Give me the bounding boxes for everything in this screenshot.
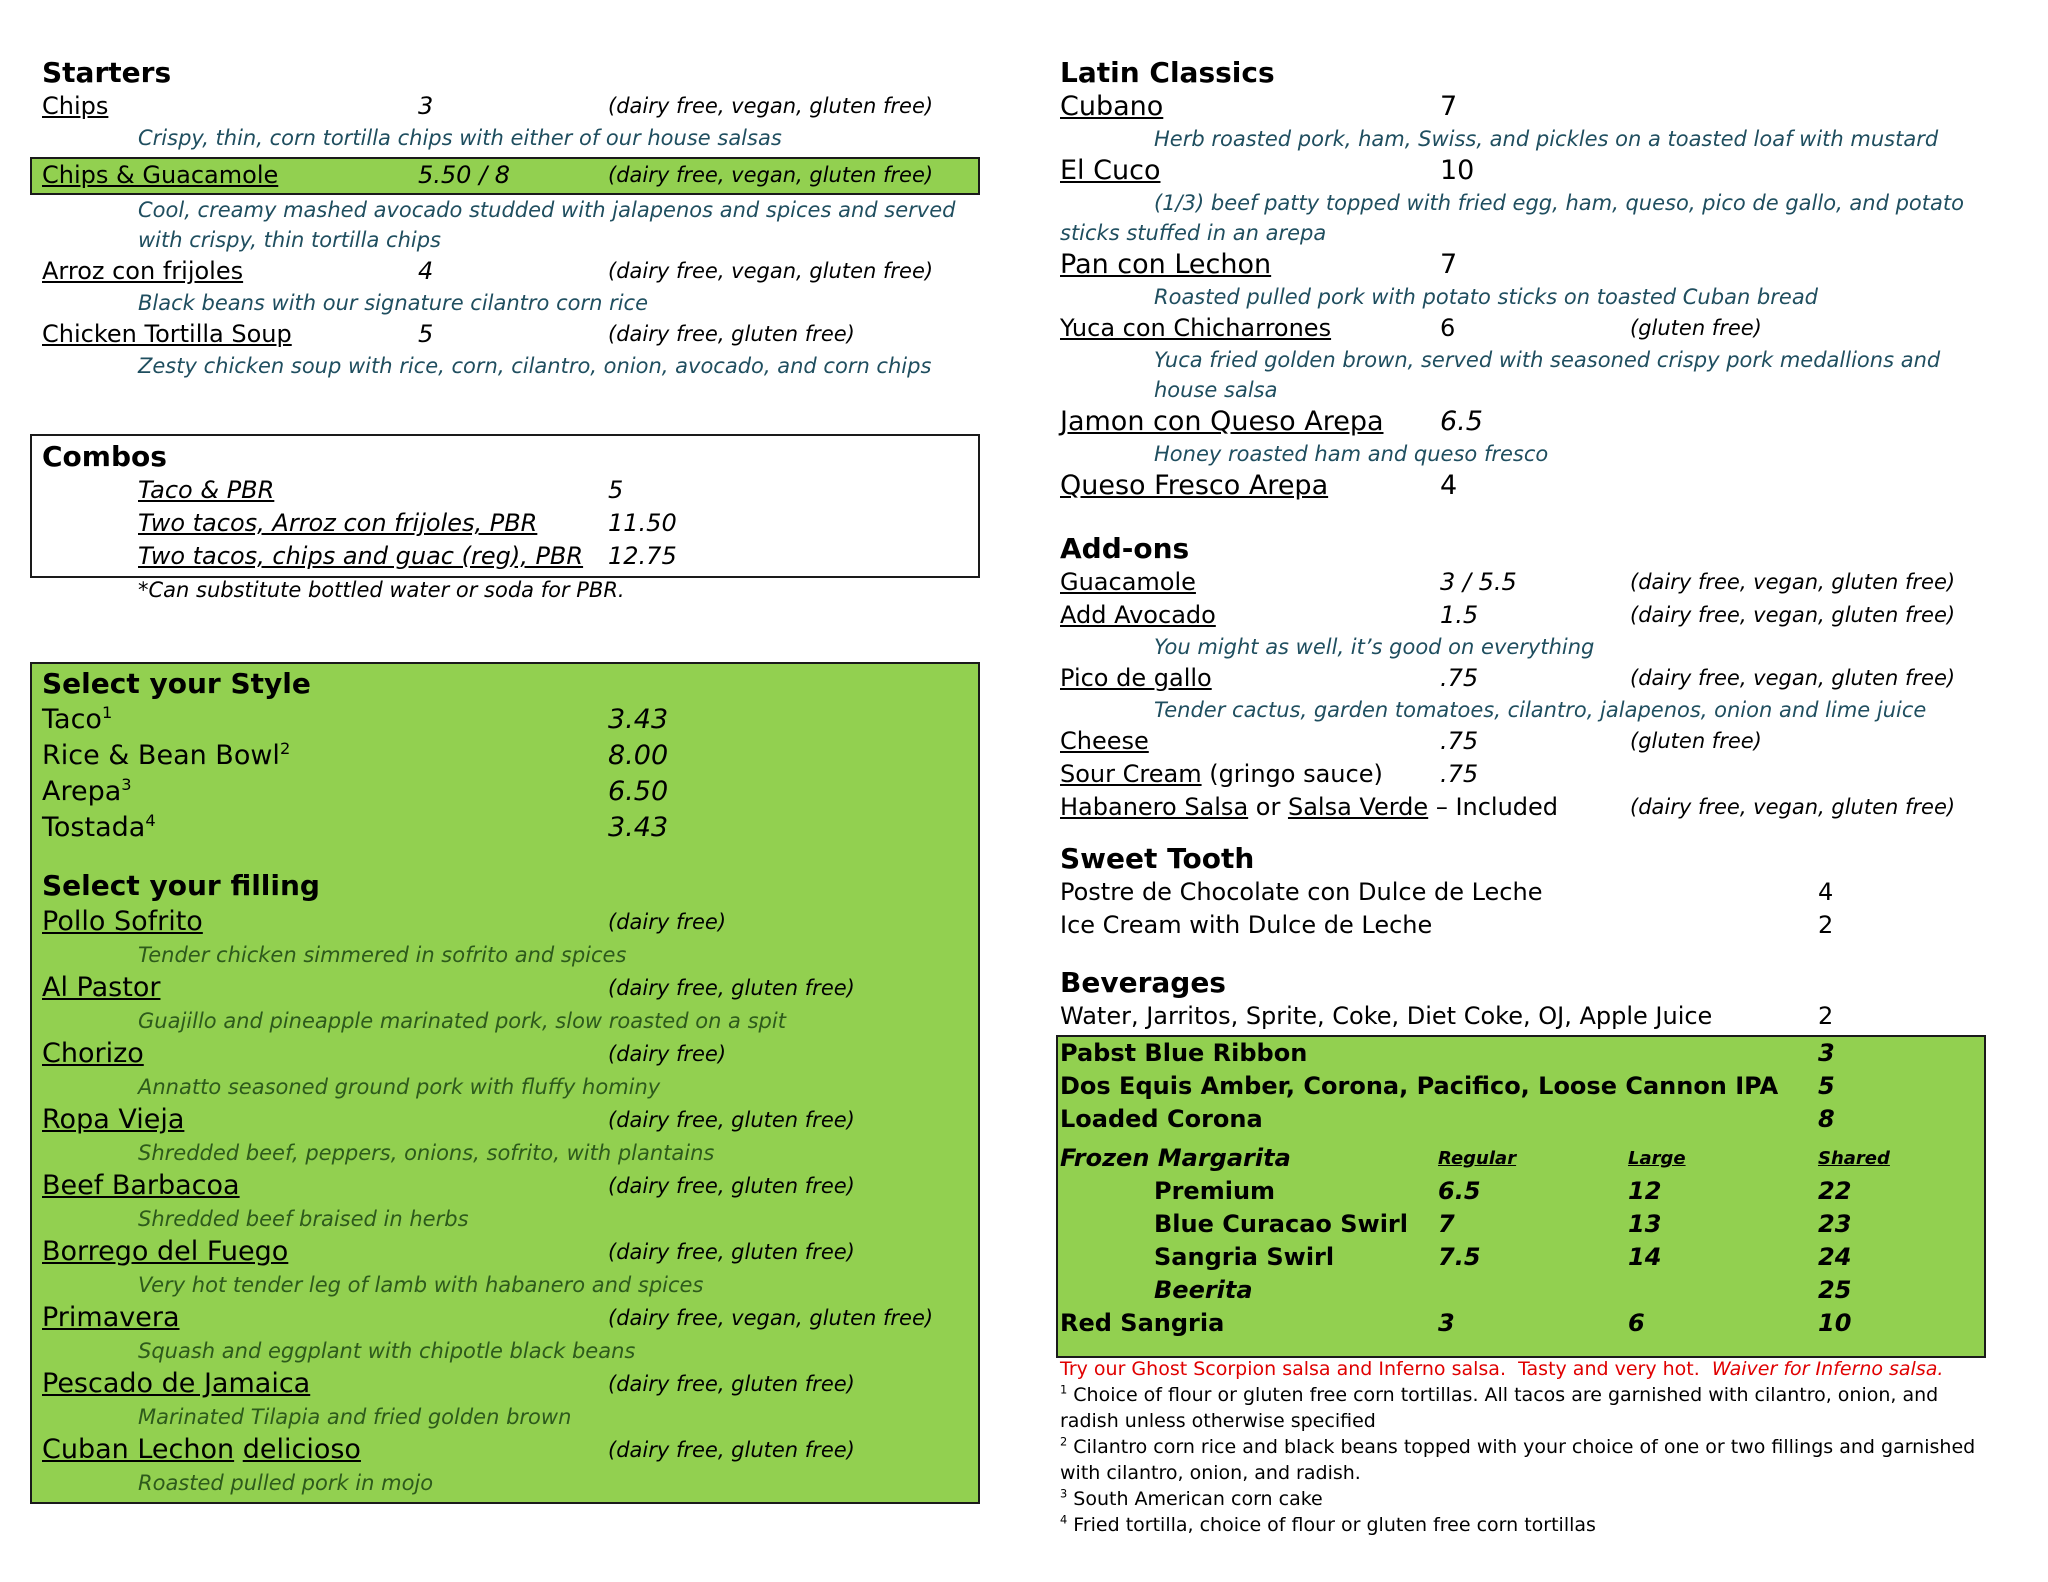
latin-item bbox=[1060, 312, 2000, 345]
margarita-row bbox=[1060, 1175, 1980, 1208]
notes-section bbox=[1060, 1356, 2000, 1538]
footnote-text: South American corn cake bbox=[1067, 1488, 1323, 1510]
filling-item bbox=[42, 1234, 972, 1270]
filling-item bbox=[42, 1102, 972, 1138]
footnote bbox=[1060, 1512, 2000, 1538]
addon-price: .75 bbox=[1440, 727, 1479, 755]
item-tags: (gluten free) bbox=[1630, 316, 1762, 340]
combos-section bbox=[42, 440, 982, 607]
sangria-row bbox=[1060, 1307, 1980, 1340]
margarita-header bbox=[1060, 1142, 1980, 1175]
margarita-row bbox=[1060, 1241, 1980, 1274]
filling-item bbox=[42, 1366, 972, 1402]
beer-name: Pabst Blue Ribbon bbox=[1060, 1039, 1308, 1067]
addon-price: 3 / 5.5 bbox=[1440, 568, 1517, 596]
item-price: 4 bbox=[1440, 470, 1458, 501]
combos-title: Combos bbox=[42, 440, 167, 473]
filling-name: Ropa Vieja bbox=[42, 1104, 185, 1135]
sweet-title: Sweet Tooth bbox=[1060, 842, 1255, 875]
item-price: 7 bbox=[1440, 249, 1458, 280]
footnote-continuation: radish unless otherwise specified bbox=[1060, 1410, 1376, 1432]
filling-name: Cuban Lechon bbox=[42, 1434, 235, 1465]
drink-price: 2 bbox=[1818, 1002, 1834, 1030]
price-large: 13 bbox=[1628, 1210, 1662, 1238]
addon-name-alt: Salsa Verde bbox=[1287, 793, 1429, 821]
combo-item bbox=[42, 474, 982, 507]
filling-description: Marinated Tilapia and fried golden brown bbox=[138, 1405, 572, 1429]
footnote-ref: 3 bbox=[121, 775, 132, 794]
addon-price: 1.5 bbox=[1440, 601, 1479, 629]
filling-name: Primavera bbox=[42, 1302, 180, 1333]
beer-item bbox=[1060, 1103, 1980, 1136]
addon-price: .75 bbox=[1440, 664, 1479, 692]
style-price: 3.43 bbox=[608, 812, 669, 843]
addon-item bbox=[1060, 599, 2000, 632]
footnote bbox=[1060, 1382, 2000, 1408]
footnote-number: 4 bbox=[1060, 1512, 1068, 1527]
menu-item bbox=[42, 255, 998, 288]
addon-item bbox=[1060, 662, 2000, 695]
footnote bbox=[1060, 1486, 2000, 1512]
addon-extra: – Included bbox=[1428, 793, 1559, 821]
addon-connector: or bbox=[1248, 793, 1288, 821]
filling-description: Squash and eggplant with chipotle black beans bbox=[138, 1339, 636, 1363]
item-description: Honey roasted ham and queso fresco bbox=[1154, 442, 1549, 466]
addon-tags: (gluten free) bbox=[1630, 729, 1762, 753]
filling-tags: (dairy free, gluten free) bbox=[608, 1174, 855, 1198]
addon-item bbox=[1060, 725, 2000, 758]
item-price: 5 bbox=[418, 320, 434, 348]
margarita-title: Frozen Margarita bbox=[1060, 1144, 1291, 1172]
footnote-number: 3 bbox=[1060, 1486, 1068, 1501]
addons-section bbox=[1060, 532, 2000, 824]
price-regular: 7.5 bbox=[1438, 1243, 1481, 1271]
price-regular: 7 bbox=[1438, 1210, 1455, 1238]
sweet-name: Ice Cream with Dulce de Leche bbox=[1060, 911, 1433, 939]
addon-item bbox=[1060, 566, 2000, 599]
beer-item bbox=[1060, 1037, 1980, 1070]
item-name: Chicken Tortilla Soup bbox=[42, 320, 292, 348]
item-description: sticks stuffed in an arepa bbox=[1060, 221, 1327, 245]
style-price: 3.43 bbox=[608, 704, 669, 735]
filling-item bbox=[42, 904, 972, 940]
addon-description: You might as well, it’s good on everything bbox=[1154, 635, 1595, 659]
item-name: Chips & Guacamole bbox=[42, 161, 279, 189]
combo-price: 12.75 bbox=[608, 542, 677, 570]
filling-tags: (dairy free, gluten free) bbox=[608, 1240, 855, 1264]
style-name: Arepa bbox=[42, 776, 122, 807]
filling-title: Select your filling bbox=[42, 869, 320, 902]
latin-section bbox=[1060, 56, 2000, 503]
beer-name: Loaded Corona bbox=[1060, 1105, 1263, 1133]
style-item bbox=[42, 702, 972, 738]
addons-title: Add-ons bbox=[1060, 532, 1190, 565]
item-price: 6 bbox=[1440, 314, 1456, 342]
size-regular: Regular bbox=[1438, 1148, 1517, 1169]
filling-description: Shredded beef braised in herbs bbox=[138, 1207, 469, 1231]
margarita-name: Beerita bbox=[1154, 1276, 1253, 1304]
item-description: with crispy, thin tortilla chips bbox=[138, 228, 441, 252]
addon-tags: (dairy free, vegan, gluten free) bbox=[1630, 603, 1956, 627]
sweet-item bbox=[1060, 876, 2000, 909]
combo-name: Taco & PBR bbox=[138, 476, 275, 504]
latin-item bbox=[1060, 469, 2000, 503]
filling-description: Guajillo and pineapple marinated pork, slow roasted on a spit bbox=[138, 1009, 786, 1033]
filling-tags: (dairy free) bbox=[608, 1042, 727, 1066]
price-shared: 24 bbox=[1818, 1243, 1852, 1271]
item-price: 10 bbox=[1440, 155, 1475, 186]
footnote-text: Fried tortilla, choice of flour or gluten free corn tortillas bbox=[1067, 1514, 1596, 1536]
price-large: 6 bbox=[1628, 1309, 1645, 1337]
filling-description: Shredded beef, peppers, onions, sofrito, with plantains bbox=[138, 1141, 715, 1165]
filling-item bbox=[42, 1036, 972, 1072]
filling-description: Roasted pulled pork in mojo bbox=[138, 1471, 434, 1495]
price-large: 14 bbox=[1628, 1243, 1662, 1271]
addon-name: Cheese bbox=[1060, 727, 1149, 755]
filling-name: Chorizo bbox=[42, 1038, 144, 1069]
sangria-name: Red Sangria bbox=[1060, 1309, 1225, 1337]
item-price: 7 bbox=[1440, 91, 1458, 122]
filling-section bbox=[42, 868, 972, 1498]
promo-line bbox=[1060, 1356, 2000, 1382]
item-price: 6.5 bbox=[1440, 406, 1483, 437]
menu-item bbox=[42, 90, 998, 123]
sweet-price: 4 bbox=[1818, 878, 1834, 906]
item-tags: (dairy free, gluten free) bbox=[608, 322, 855, 346]
style-price: 6.50 bbox=[608, 776, 669, 807]
addon-item bbox=[1060, 758, 2000, 791]
soft-drinks bbox=[1060, 1000, 1980, 1033]
beer-price: 8 bbox=[1818, 1105, 1835, 1133]
filling-name: Al Pastor bbox=[42, 972, 161, 1003]
addon-tags: (dairy free, vegan, gluten free) bbox=[1630, 570, 1956, 594]
style-item bbox=[42, 810, 972, 846]
addon-tags: (dairy free, vegan, gluten free) bbox=[1630, 666, 1956, 690]
price-regular: 6.5 bbox=[1438, 1177, 1481, 1205]
promo-waiver: Waiver for Inferno salsa. bbox=[1711, 1358, 1944, 1380]
margarita-row bbox=[1060, 1274, 1980, 1307]
addon-price: .75 bbox=[1440, 760, 1479, 788]
latin-item bbox=[1060, 248, 2000, 282]
footnote-ref: 1 bbox=[101, 703, 113, 722]
footnote-number: 1 bbox=[1060, 1382, 1068, 1397]
filling-item bbox=[42, 1432, 972, 1468]
price-shared: 25 bbox=[1818, 1276, 1852, 1304]
footnote-ref: 2 bbox=[279, 739, 291, 758]
combo-name: Two tacos, Arroz con frijoles, PBR bbox=[138, 509, 538, 537]
beverages-title: Beverages bbox=[1060, 966, 1226, 999]
filling-tags: (dairy free) bbox=[608, 910, 727, 934]
item-description: (1/3) beef patty topped with fried egg, ham, queso, pico de gallo, and potato bbox=[1154, 191, 1964, 215]
beer-price: 3 bbox=[1818, 1039, 1835, 1067]
price-shared: 10 bbox=[1818, 1309, 1852, 1337]
filling-tags: (dairy free, gluten free) bbox=[608, 1438, 855, 1462]
size-large: Large bbox=[1628, 1148, 1686, 1169]
margarita-name: Premium bbox=[1154, 1177, 1276, 1205]
style-price: 8.00 bbox=[608, 740, 669, 771]
highlighted-item bbox=[42, 157, 998, 195]
style-item bbox=[42, 774, 972, 810]
beer-item bbox=[1060, 1070, 1980, 1103]
item-price: 3 bbox=[418, 92, 434, 120]
addon-extra: (gringo sauce) bbox=[1201, 760, 1383, 788]
menu-item bbox=[42, 159, 998, 192]
style-name: Taco bbox=[42, 704, 102, 735]
filling-name: Borrego del Fuego bbox=[42, 1236, 289, 1267]
addon-name: Habanero Salsa bbox=[1060, 793, 1249, 821]
item-tags: (dairy free, vegan, gluten free) bbox=[608, 94, 934, 118]
filling-item bbox=[42, 970, 972, 1006]
item-name: Pan con Lechon bbox=[1060, 249, 1272, 280]
latin-item bbox=[1060, 154, 2000, 188]
beer-price: 5 bbox=[1818, 1072, 1835, 1100]
footnote-number: 2 bbox=[1060, 1434, 1068, 1449]
item-description: Yuca fried golden brown, served with seasoned crispy pork medallions and bbox=[1154, 348, 1941, 372]
price-large: 12 bbox=[1628, 1177, 1662, 1205]
filling-description: Very hot tender leg of lamb with habanero and spices bbox=[138, 1273, 704, 1297]
filling-name: Pescado de Jamaica bbox=[42, 1368, 311, 1399]
combo-item bbox=[42, 507, 982, 540]
addon-tags: (dairy free, vegan, gluten free) bbox=[1630, 795, 1956, 819]
addon-name: Add Avocado bbox=[1060, 601, 1216, 629]
filling-tags: (dairy free, gluten free) bbox=[608, 1108, 855, 1132]
item-tags: (dairy free, vegan, gluten free) bbox=[608, 163, 934, 187]
item-name: Yuca con Chicharrones bbox=[1060, 314, 1332, 342]
item-name: El Cuco bbox=[1060, 155, 1161, 186]
sweet-name: Postre de Chocolate con Dulce de Leche bbox=[1060, 878, 1543, 906]
item-description: house salsa bbox=[1154, 378, 1278, 402]
combo-name: Two tacos, chips and guac (reg), PBR bbox=[138, 542, 584, 570]
price-regular: 3 bbox=[1438, 1309, 1455, 1337]
item-tags: (dairy free, vegan, gluten free) bbox=[608, 259, 934, 283]
addon-name: Pico de gallo bbox=[1060, 664, 1212, 692]
addon-name: Sour Cream bbox=[1060, 760, 1202, 788]
size-shared: Shared bbox=[1818, 1148, 1890, 1169]
filling-item bbox=[42, 1168, 972, 1204]
addon-description: Tender cactus, garden tomatoes, cilantro, jalapenos, onion and lime juice bbox=[1154, 698, 1927, 722]
style-name: Tostada bbox=[42, 812, 146, 843]
margarita-name: Blue Curacao Swirl bbox=[1154, 1210, 1408, 1238]
drink-name: Water, Jarritos, Sprite, Coke, Diet Coke, OJ, Apple Juice bbox=[1060, 1002, 1713, 1030]
item-description: Cool, creamy mashed avocado studded with jalapenos and spices and served bbox=[138, 198, 956, 222]
combo-price: 5 bbox=[608, 476, 624, 504]
margarita-row bbox=[1060, 1208, 1980, 1241]
menu-item bbox=[42, 318, 998, 351]
starters-section bbox=[42, 56, 998, 381]
item-description: Herb roasted pork, ham, Swiss, and pickles on a toasted loaf with mustard bbox=[1154, 127, 1939, 151]
filling-description: Tender chicken simmered in sofrito and spices bbox=[138, 943, 627, 967]
margarita-name: Sangria Swirl bbox=[1154, 1243, 1335, 1271]
addon-name: Guacamole bbox=[1060, 568, 1196, 596]
item-name: Arroz con frijoles bbox=[42, 257, 244, 285]
latin-title: Latin Classics bbox=[1060, 56, 1275, 89]
latin-item bbox=[1060, 90, 2000, 124]
footnote-text: Cilantro corn rice and black beans topped with your choice of one or two fillings and garnished bbox=[1067, 1436, 1976, 1458]
beer-name: Dos Equis Amber, Corona, Pacifico, Loose Cannon IPA bbox=[1060, 1072, 1779, 1100]
latin-item bbox=[1060, 405, 2000, 439]
combos-note: *Can substitute bottled water or soda for PBR. bbox=[138, 578, 625, 602]
beverages-section bbox=[1060, 966, 1980, 1340]
footnote bbox=[1060, 1434, 2000, 1460]
footnote-text: Choice of flour or gluten free corn tortillas. All tacos are garnished with cilantro, onion, and bbox=[1067, 1384, 1939, 1406]
item-description: Crispy, thin, corn tortilla chips with either of our house salsas bbox=[138, 126, 782, 150]
item-name: Jamon con Queso Arepa bbox=[1060, 406, 1384, 437]
filling-name-extra: delicioso bbox=[242, 1434, 361, 1465]
addon-item bbox=[1060, 791, 2000, 824]
style-title: Select your Style bbox=[42, 667, 311, 700]
filling-tags: (dairy free, vegan, gluten free) bbox=[608, 1306, 934, 1330]
footnote-ref: 4 bbox=[145, 811, 156, 830]
filling-item bbox=[42, 1300, 972, 1336]
style-item bbox=[42, 738, 972, 774]
item-description: Black beans with our signature cilantro corn rice bbox=[138, 291, 649, 315]
filling-description: Annatto seasoned ground pork with fluffy hominy bbox=[138, 1075, 661, 1099]
starters-title: Starters bbox=[42, 56, 172, 89]
item-price: 5.50 / 8 bbox=[418, 161, 511, 189]
footnote-continuation: with cilantro, onion, and radish. bbox=[1060, 1462, 1361, 1484]
filling-tags: (dairy free, gluten free) bbox=[608, 976, 855, 1000]
price-shared: 22 bbox=[1818, 1177, 1852, 1205]
combo-item bbox=[42, 540, 982, 573]
price-shared: 23 bbox=[1818, 1210, 1852, 1238]
item-name: Chips bbox=[42, 92, 109, 120]
sweet-price: 2 bbox=[1818, 911, 1834, 939]
item-description: Zesty chicken soup with rice, corn, cilantro, onion, avocado, and corn chips bbox=[138, 354, 932, 378]
promo-text: Try our Ghost Scorpion salsa and Inferno salsa. Tasty and very hot. bbox=[1060, 1358, 1712, 1380]
item-name: Queso Fresco Arepa bbox=[1060, 470, 1329, 501]
filling-name: Pollo Sofrito bbox=[42, 906, 203, 937]
style-name: Rice & Bean Bowl bbox=[42, 740, 280, 771]
filling-name: Beef Barbacoa bbox=[42, 1170, 240, 1201]
sweet-item bbox=[1060, 909, 2000, 942]
item-name: Cubano bbox=[1060, 91, 1164, 122]
item-price: 4 bbox=[418, 257, 434, 285]
combo-price: 11.50 bbox=[608, 509, 677, 537]
filling-tags: (dairy free, gluten free) bbox=[608, 1372, 855, 1396]
style-section bbox=[42, 666, 972, 846]
sweet-section bbox=[1060, 842, 2000, 942]
item-description: Roasted pulled pork with potato sticks on toasted Cuban bread bbox=[1154, 285, 1819, 309]
